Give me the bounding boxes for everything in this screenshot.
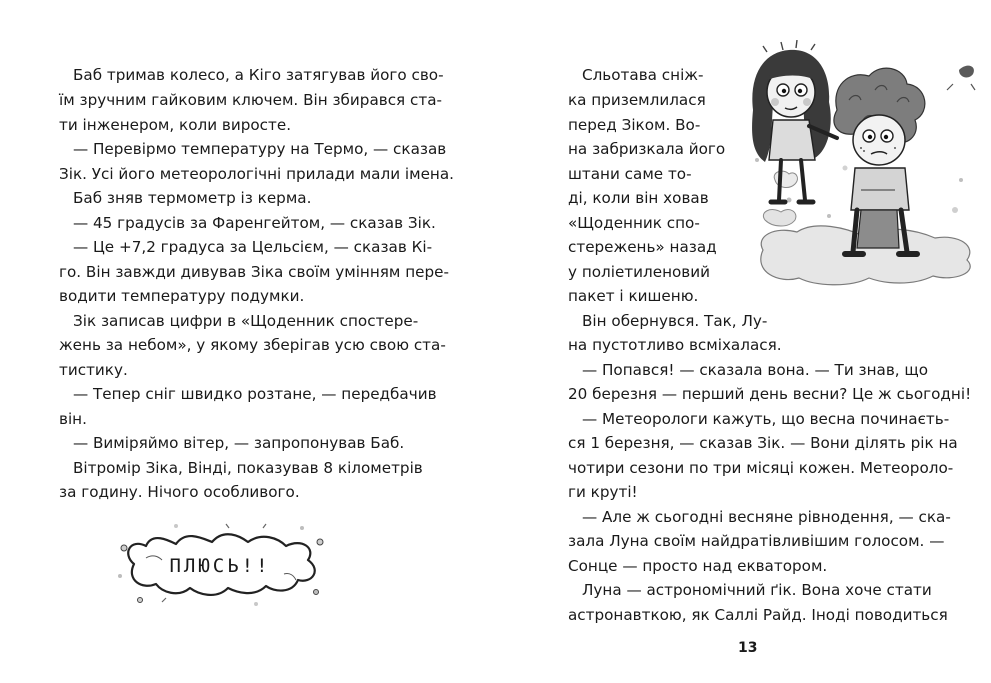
text-line: перед Зіком. Во- <box>568 116 701 134</box>
text-line: Баб зняв термометр із керма. <box>73 189 312 207</box>
text-line: — Перевірмо температуру на Термо, — сказав <box>73 140 447 158</box>
text-line: — Попався! — сказала вона. — Ти знав, що <box>582 361 929 379</box>
text-line: го. Він завжди дивував Зіка своїм умінням пере- <box>59 263 449 281</box>
text-line: астронавткою, як Саллі Райд. Іноді поводиться <box>568 606 948 624</box>
text-line: штани саме то- <box>568 165 692 183</box>
text-line: на пустотливо всміхалася. <box>568 336 782 354</box>
text-line: Зік. Усі його метеорологічні прилади мали імена. <box>59 165 454 183</box>
text-line: Баб тримав колесо, а Кіго затягував його сво- <box>73 66 444 84</box>
text-line: ді, коли він ховав <box>568 189 709 207</box>
girl-and-boy-drawing <box>745 40 985 290</box>
left-page <box>0 0 495 683</box>
text-line: «Щоденник спо- <box>568 214 700 232</box>
text-line: їм зручним гайковим ключем. Він збирався ста- <box>59 91 442 109</box>
text-line: пакет і кишеню. <box>568 287 699 305</box>
text-line: — Виміряймо вітер, — запропонував Баб. <box>73 434 405 452</box>
text-line: ка приземлилася <box>568 91 706 109</box>
page-number: 13 <box>738 640 758 656</box>
text-line: 20 березня — перший день весни? Це ж сьогодні! <box>568 385 972 403</box>
text-line: ти інженером, коли виросте. <box>59 116 292 134</box>
text-line: жень за небом», у якому зберігав усю свою ста- <box>59 336 446 354</box>
text-line: Луна — астрономічний ґік. Вона хоче стати <box>582 581 932 599</box>
text-line: на забризкала його <box>568 140 726 158</box>
text-line: ги круті! <box>568 483 638 501</box>
text-line: зала Луна своїм найдратівливішим голосом. — <box>568 532 945 550</box>
text-line: Сльотава сніж- <box>582 66 704 84</box>
text-line: — Це +7,2 градуса за Цельсієм, — сказав Кі- <box>73 238 433 256</box>
text-line: Вітромір Зіка, Вінді, показував 8 кілометрів <box>73 459 423 477</box>
text-line: Зік записав цифри в «Щоденник спостере- <box>73 312 419 330</box>
text-line: він. <box>59 410 87 428</box>
text-line: тистику. <box>59 361 128 379</box>
text-line: у поліетиленовий <box>568 263 710 281</box>
text-line: — Метеорологи кажуть, що весна починаєть- <box>582 410 950 428</box>
text-line: — 45 градусів за Фаренгейтом, — сказав Зік. <box>73 214 436 232</box>
splat-text: ПЛЮСЬ!! <box>169 555 271 577</box>
text-line: — Але ж сьогодні весняне рівнодення, — ска- <box>582 508 951 526</box>
text-line: водити температуру подумки. <box>59 287 305 305</box>
text-line: ся 1 березня, — сказав Зік. — Вони ділять рік на <box>568 434 958 452</box>
text-line: стережень» назад <box>568 238 717 256</box>
text-line: — Тепер сніг швидко розтане, — передбачив <box>73 385 437 403</box>
characters-illustration <box>745 40 985 290</box>
text-line: за годину. Нічого особливого. <box>59 483 300 501</box>
text-line: чотири сезони по три місяці кожен. Метеороло- <box>568 459 954 477</box>
text-line: Він обернувся. Так, Лу- <box>582 312 768 330</box>
splat-shape <box>116 518 326 610</box>
text-line: Сонце — просто над екватором. <box>568 557 828 575</box>
splash-illustration <box>116 518 326 610</box>
